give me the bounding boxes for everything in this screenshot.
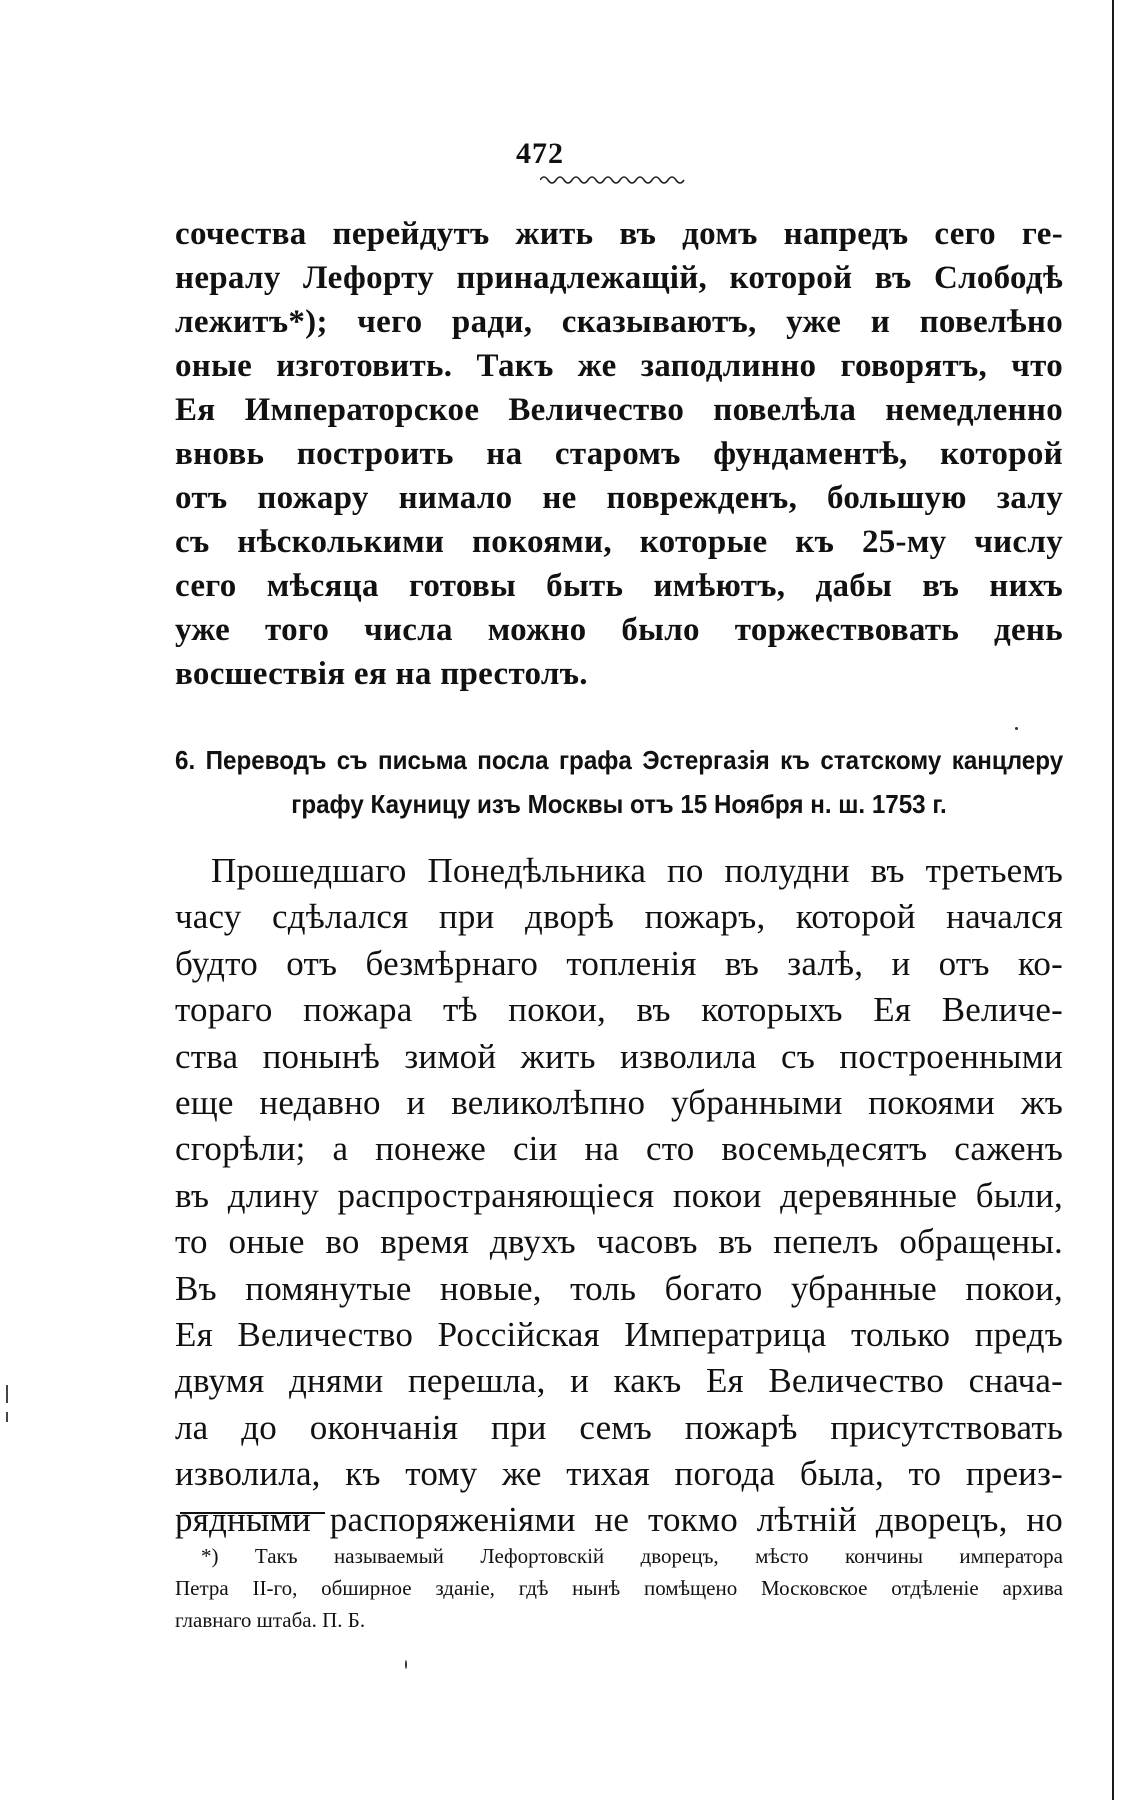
text-line: съ нѣсколькими покоями, которые къ 25-му числу — [175, 524, 1063, 560]
text-line: оные изготовить. Такъ же заподлинно говорятъ, что — [175, 348, 1063, 384]
text-line: сочества перейдутъ жить въ домъ напредъ сего ге- — [175, 216, 1063, 252]
text-line: Ея Императорское Величество повелѣла немедленно — [175, 392, 1063, 428]
text-line: ла до окончанія при семъ пожарѣ присутствовать — [175, 1407, 1063, 1447]
footnote-line: главнаго штаба. П. Б. — [175, 1608, 366, 1632]
scan-mark — [6, 1385, 8, 1403]
scan-mark — [6, 1412, 8, 1422]
text-line: еще недавно и великолѣпно убранными покоями жъ — [175, 1082, 1063, 1122]
text-line: рядными распоряженіями не токмо лѣтній дворецъ, но — [175, 1500, 1063, 1540]
text-line: лежитъ*); чего ради, сказываютъ, уже и повелѣно — [175, 304, 1063, 340]
letter-paragraph — [175, 848, 1063, 1544]
text-line: Въ помянутые новые, толь богато убранные покои, — [175, 1268, 1063, 1308]
text-line: изволила, къ тому же тихая погода была, то преиз- — [175, 1454, 1063, 1494]
section-heading — [175, 738, 1063, 826]
text-line: будто отъ безмѣрнаго топленія въ залѣ, и отъ ко- — [175, 943, 1063, 983]
text-line: сего мѣсяца готовы быть имѣютъ, дабы въ нихъ — [175, 568, 1063, 604]
text-line: нералу Лефорту принадлежащій, которой въ Слободѣ — [175, 260, 1063, 296]
paragraph-continuation — [175, 212, 1063, 696]
text-line: то оные во время двухъ часовъ въ пепелъ обращены. — [175, 1222, 1063, 1262]
text-line: Прошедшаго Понедѣльника по полудни въ третьемъ — [211, 851, 1063, 890]
text-line: сгорѣли; а понеже сіи на сто восемьдесятъ саженъ — [175, 1129, 1063, 1169]
text-line: вновь построить на старомъ фундаментѣ, которой — [175, 436, 1063, 472]
text-line: тораго пожара тѣ покои, въ которыхъ Ея Величе- — [175, 990, 1063, 1030]
text-line: отъ пожару нимало не поврежденъ, большую залу — [175, 480, 1063, 516]
text-line: ства понынѣ зимой жить изволила съ построенными — [175, 1036, 1063, 1076]
footnote-divider — [180, 1512, 325, 1514]
decorative-squiggle — [540, 174, 690, 186]
footnote-line: Петра II-го, обширное зданіе, гдѣ нынѣ помѣщено Московское отдѣленіе архива — [175, 1576, 1063, 1600]
text-line: восшествія ея на престолъ. — [175, 656, 588, 692]
text-line: въ длину распространяющіеся покои деревянные были, — [175, 1175, 1063, 1215]
text-line: двумя днями перешла, и какъ Ея Величество снача- — [175, 1361, 1063, 1401]
page-number: 472 — [516, 137, 564, 170]
footnote-line: *) Такъ называемый Лефортовскій дворецъ, мѣсто кончины императора — [201, 1544, 1063, 1568]
page-edge-line — [1112, 0, 1114, 1800]
heading-line-2: графу Кауницу изъ Москвы отъ 15 Ноября н. ш. 1753 г. — [291, 789, 947, 819]
scan-speck — [405, 1660, 407, 1669]
text-line: часу сдѣлался при дворѣ пожаръ, которой начался — [175, 897, 1063, 937]
heading-line-1: 6. Переводъ съ письма посла графа Эстергазія къ статскому канцлеру — [175, 745, 1064, 775]
text-line: уже того числа можно было торжествовать день — [175, 612, 1063, 648]
footnote — [175, 1540, 1063, 1636]
text-line: Ея Величество Россійская Императрица только предъ — [175, 1314, 1063, 1354]
scan-speck — [1015, 727, 1018, 730]
